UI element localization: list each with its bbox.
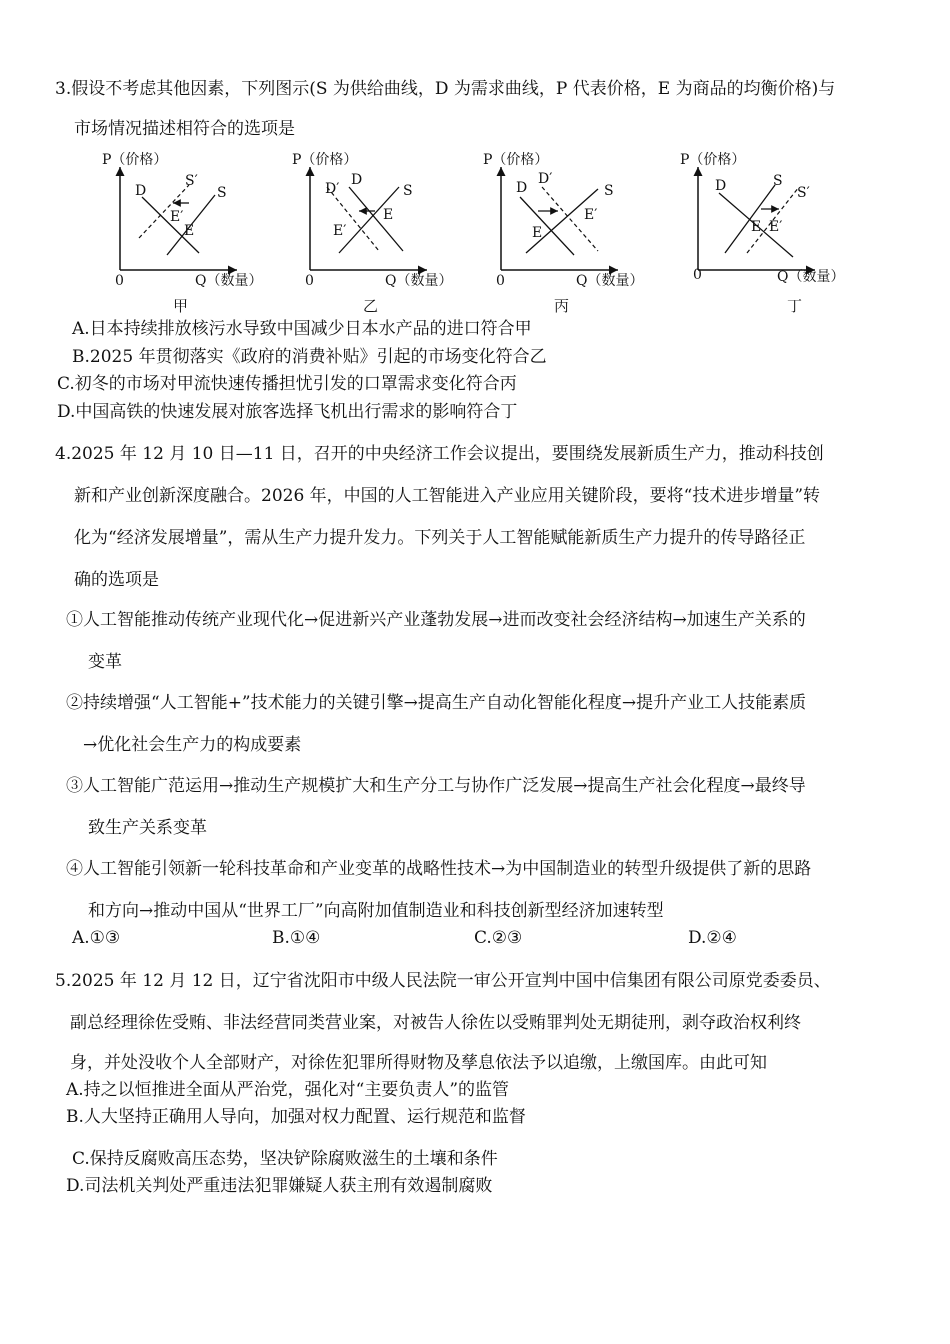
q3-option-b[interactable]: B.2025 年贯彻落实《政府的消费补贴》引起的市场变化符合乙 xyxy=(72,347,547,367)
q-axis-label: Q（数量） xyxy=(777,269,845,285)
figure-caption: 甲 xyxy=(173,297,189,315)
q-axis-label: Q（数量） xyxy=(576,273,644,289)
e-label: E xyxy=(184,223,195,239)
figure-jia xyxy=(97,145,297,320)
e-shifted-label: E′ xyxy=(769,219,783,235)
e-shifted-label: E′ xyxy=(333,223,347,239)
origin-label: 0 xyxy=(693,267,702,283)
figure-caption: 乙 xyxy=(363,297,379,315)
d-label: D xyxy=(351,172,363,188)
q5-option-d[interactable]: D.司法机关判处严重违法犯罪嫌疑人获主刑有效遏制腐败 xyxy=(66,1176,493,1196)
q-axis-label: Q（数量） xyxy=(195,273,263,289)
q4-stem-line2: 新和产业创新深度融合。2026 年，中国的人工智能进入产业应用关键阶段，要将“技术进步增量”转 xyxy=(74,486,821,506)
q3-option-a[interactable]: A.日本持续排放核污水导致中国减少日本水产品的进口符合甲 xyxy=(72,319,532,339)
supply-curve xyxy=(725,185,775,253)
s-label: S xyxy=(604,183,614,199)
q4-item1-line1: ①人工智能推动传统产业现代化→促进新兴产业蓬勃发展→进而改变社会经济结构→加速生产关系的 xyxy=(66,610,806,630)
d-shifted-label: D′ xyxy=(325,181,340,197)
e-label: E xyxy=(751,219,762,235)
figure-yi-graph xyxy=(287,145,487,320)
demand-curve xyxy=(349,187,403,251)
e-label: E xyxy=(532,225,543,241)
origin-label: 0 xyxy=(305,273,314,289)
e-shifted-label: E′ xyxy=(584,207,598,223)
q-axis-label: Q（数量） xyxy=(385,273,453,289)
e-label: E xyxy=(383,207,394,223)
figure-bing xyxy=(478,145,678,320)
d-label: D xyxy=(135,183,147,199)
figure-caption: 丙 xyxy=(554,297,570,315)
d-label: D xyxy=(715,178,727,194)
q5-stem-line2: 副总经理徐佐受贿、非法经营同类营业案，对被告人徐佐以受贿罪判处无期徒刑，剥夺政治权利终 xyxy=(70,1013,801,1033)
q3-stem-line2: 市场情况描述相符合的选项是 xyxy=(74,119,295,139)
e-shifted-label: E′ xyxy=(170,209,184,225)
p-axis-label: P（价格） xyxy=(102,152,168,168)
q5-option-b[interactable]: B.人大坚持正确用人导向，加强对权力配置、运行规范和监督 xyxy=(66,1107,526,1127)
s-label: S xyxy=(403,183,413,199)
s-shifted-label: S′ xyxy=(797,185,810,201)
demand-curve xyxy=(520,197,574,255)
q3-stem-line1: 3.假设不考虑其他因素，下列图示(S 为供给曲线，D 为需求曲线，P 代表价格，E 为商品的均衡价格)与 xyxy=(55,79,836,99)
figure-bing-graph xyxy=(478,145,678,320)
s-label: S xyxy=(217,185,227,201)
figure-jia-graph xyxy=(97,145,297,320)
s-label: S xyxy=(773,173,783,189)
q4-option-b[interactable]: B.①④ xyxy=(272,928,321,948)
q5-stem-line1: 5.2025 年 12 月 12 日，辽宁省沈阳市中级人民法院一审公开宣判中国中信集团有限公司原党委委员、 xyxy=(55,971,831,991)
q4-option-c[interactable]: C.②③ xyxy=(474,928,523,948)
figure-ding xyxy=(675,145,875,320)
s-shifted-label: S′ xyxy=(185,173,198,189)
d-label: D xyxy=(516,180,528,196)
q4-option-d[interactable]: D.②④ xyxy=(688,928,737,948)
q5-stem-line3: 身，并处没收个人全部财产，对徐佐犯罪所得财物及孳息依法予以追缴，上缴国库。由此可知 xyxy=(70,1053,767,1073)
p-axis-label: P（价格） xyxy=(680,152,746,168)
q4-stem-line4: 确的选项是 xyxy=(74,570,159,590)
origin-label: 0 xyxy=(496,273,505,289)
q4-item3-line1: ③人工智能广范运用→推动生产规模扩大和生产分工与协作广泛发展→提高生产社会化程度→最终导 xyxy=(66,776,806,796)
q4-stem-line3: 化为“经济发展增量”，需从生产力提升发力。下列关于人工智能赋能新质生产力提升的传导路径正 xyxy=(74,528,806,548)
q4-item4-line1: ④人工智能引领新一轮科技革命和产业变革的战略性技术→为中国制造业的转型升级提供了新的思路 xyxy=(66,859,812,879)
q3-option-c[interactable]: C.初冬的市场对甲流快速传播担忧引发的口罩需求变化符合丙 xyxy=(57,374,517,394)
p-axis-label: P（价格） xyxy=(483,152,549,168)
q4-stem-line1: 4.2025 年 12 月 10 日—11 日，召开的中央经济工作会议提出，要围绕发展新质生产力，推动科技创 xyxy=(55,444,824,464)
q4-item2-line1: ②持续增强“人工智能+”技术能力的关键引擎→提高生产自动化智能化程度→提升产业工人技能素质 xyxy=(66,693,807,713)
origin-label: 0 xyxy=(115,273,124,289)
q3-option-d[interactable]: D.中国高铁的快速发展对旅客选择飞机出行需求的影响符合丁 xyxy=(57,402,518,422)
q4-item4-line2: 和方向→推动中国从“世界工厂”向高附加值制造业和科技创新型经济加速转型 xyxy=(88,901,664,921)
q5-option-a[interactable]: A.持之以恒推进全面从严治党，强化对“主要负责人”的监管 xyxy=(66,1080,510,1100)
figure-yi xyxy=(287,145,487,320)
q5-option-c[interactable]: C.保持反腐败高压态势，坚决铲除腐败滋生的土壤和条件 xyxy=(72,1149,498,1169)
p-axis-label: P（价格） xyxy=(292,152,358,168)
q4-item1-line2: 变革 xyxy=(88,652,122,672)
q4-item3-line2: 致生产关系变革 xyxy=(88,818,207,838)
d-shifted-label: D′ xyxy=(538,171,553,187)
figure-caption: 丁 xyxy=(787,297,803,315)
q4-option-a[interactable]: A.①③ xyxy=(72,928,121,948)
q4-item2-line2: →优化社会生产力的构成要素 xyxy=(83,735,302,755)
